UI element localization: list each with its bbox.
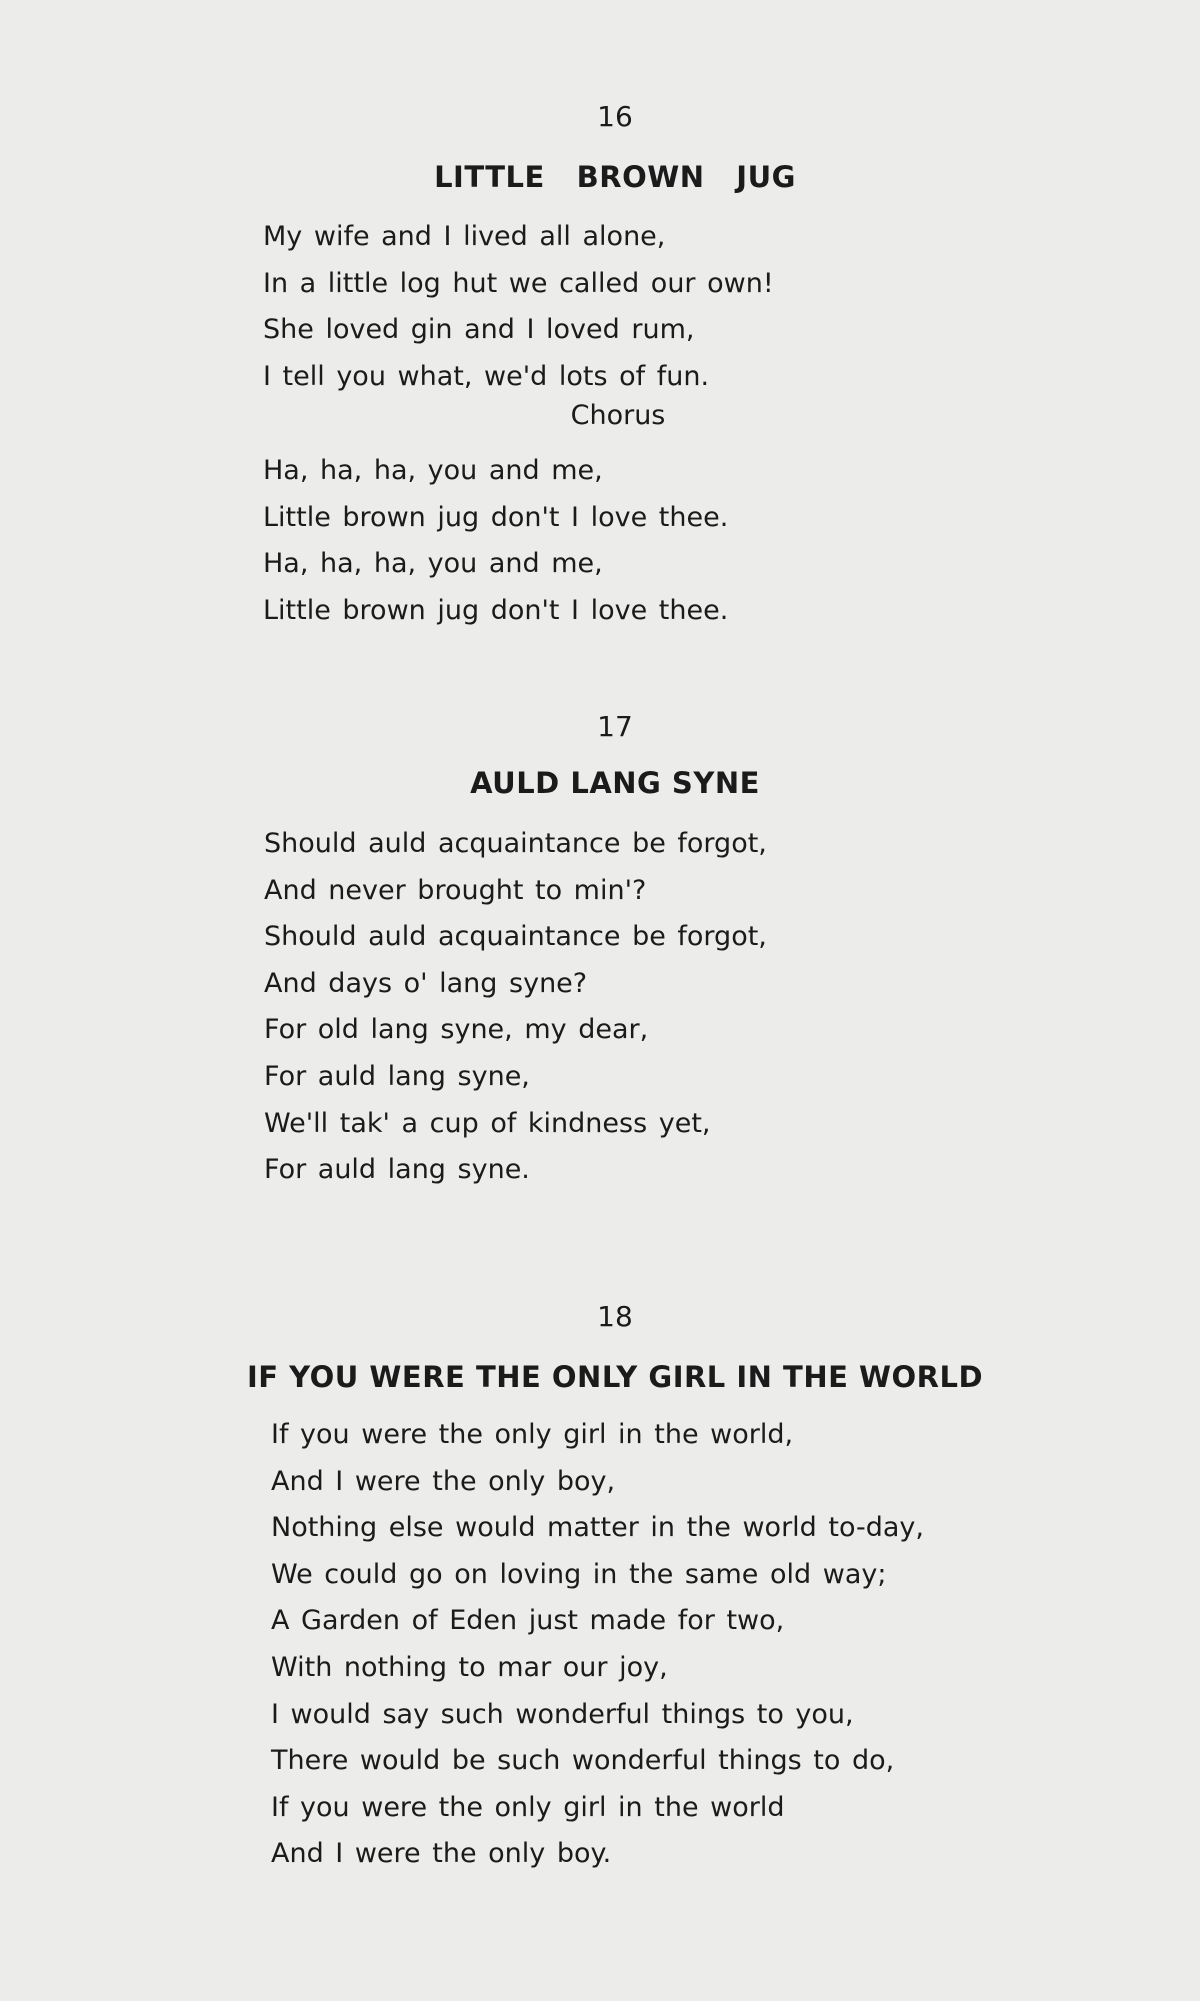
song-title: LITTLE BROWN JUG — [434, 160, 796, 194]
song-number: 17 — [597, 710, 633, 743]
lyric-line: For auld lang syne. — [264, 1154, 530, 1186]
song-number: 18 — [597, 1300, 633, 1333]
lyric-line: Little brown jug don't I love thee. — [263, 501, 729, 533]
lyric-line: In a little log hut we called our own! — [263, 267, 774, 299]
verse — [264, 821, 767, 1194]
lyric-line: Should auld acquaintance be forgot, — [264, 828, 767, 859]
song-number: 16 — [597, 100, 633, 133]
lyric-line: Little brown jug don't I love thee. — [263, 594, 729, 626]
verse — [271, 1412, 924, 1878]
lyric-line: And days o' lang syne? — [264, 967, 588, 999]
lyric-line: She loved gin and I loved rum, — [263, 314, 695, 346]
lyric-line: If you were the only girl in the world, — [271, 1419, 794, 1450]
lyric-line: And I were the only boy. — [271, 1838, 612, 1870]
song-title: IF YOU WERE THE ONLY GIRL IN THE WORLD — [246, 1360, 984, 1394]
lyric-line: And never brought to min'? — [264, 874, 647, 906]
lyric-line: If you were the only girl in the world — [271, 1791, 785, 1823]
lyric-line: A Garden of Eden just made for two, — [271, 1605, 785, 1637]
lyric-line: Nothing else would matter in the world to-day, — [271, 1512, 924, 1544]
lyric-line: For old lang syne, my dear, — [264, 1014, 649, 1046]
lyric-line: With nothing to mar our joy, — [271, 1651, 668, 1683]
lyric-line: I tell you what, we'd lots of fun. — [263, 360, 710, 392]
lyric-line: And I were the only boy, — [271, 1465, 616, 1497]
lyric-line: For auld lang syne, — [264, 1060, 530, 1092]
lyric-line: Ha, ha, ha, you and me, — [263, 548, 603, 580]
lyric-line: I would say such wonderful things to you, — [271, 1698, 854, 1730]
lyric-line: My wife and I lived all alone, — [263, 221, 666, 252]
chorus — [263, 448, 728, 634]
lyric-line: We'll tak' a cup of kindness yet, — [264, 1107, 711, 1139]
lyric-line: We could go on loving in the same old way; — [271, 1558, 887, 1590]
lyric-line: Ha, ha, ha, you and me, — [263, 455, 603, 486]
lyric-line: Should auld acquaintance be forgot, — [264, 921, 767, 953]
song-title: AULD LANG SYNE — [470, 766, 760, 800]
chorus-label: Chorus — [570, 400, 666, 431]
lyric-line: There would be such wonderful things to do, — [271, 1745, 895, 1777]
verse — [263, 214, 774, 400]
